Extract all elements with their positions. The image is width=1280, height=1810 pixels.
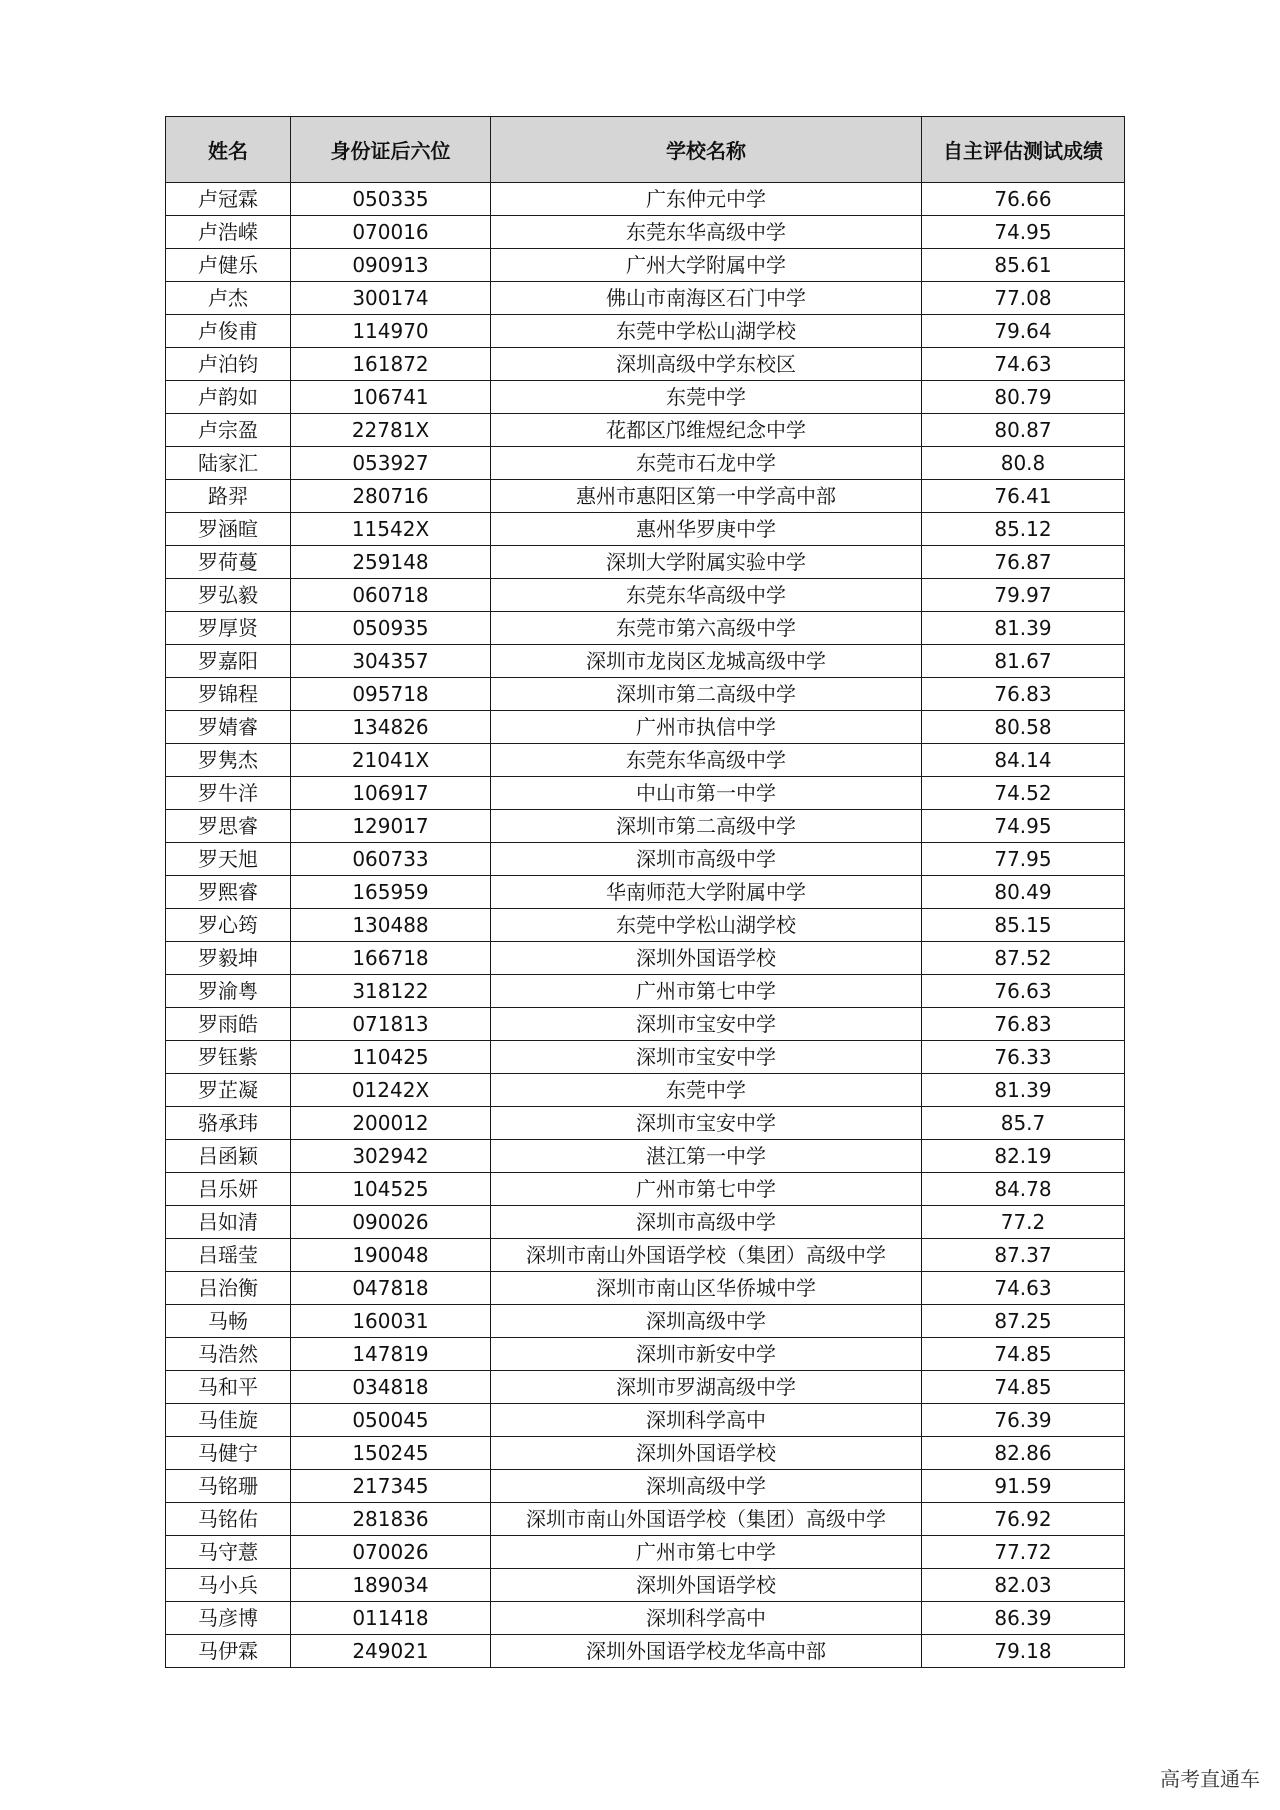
table-row xyxy=(166,579,1125,612)
cell-id-last6: 01242X xyxy=(291,1074,491,1107)
cell-id-last6: 090913 xyxy=(291,249,491,282)
cell-name: 罗天旭 xyxy=(166,843,291,876)
cell-name: 马小兵 xyxy=(166,1569,291,1602)
cell-score: 87.25 xyxy=(922,1305,1125,1338)
cell-id-last6: 106741 xyxy=(291,381,491,414)
cell-school: 深圳外国语学校 xyxy=(491,1437,922,1470)
header-id-last6: 身份证后六位 xyxy=(291,117,491,183)
cell-school: 湛江第一中学 xyxy=(491,1140,922,1173)
cell-id-last6: 160031 xyxy=(291,1305,491,1338)
cell-score: 79.97 xyxy=(922,579,1125,612)
cell-id-last6: 280716 xyxy=(291,480,491,513)
cell-score: 74.63 xyxy=(922,348,1125,381)
cell-name: 罗雨皓 xyxy=(166,1008,291,1041)
cell-id-last6: 304357 xyxy=(291,645,491,678)
cell-name: 罗心筠 xyxy=(166,909,291,942)
cell-score: 77.95 xyxy=(922,843,1125,876)
cell-score: 74.95 xyxy=(922,810,1125,843)
table-row xyxy=(166,1206,1125,1239)
cell-school: 广州市第七中学 xyxy=(491,1536,922,1569)
table-row xyxy=(166,1371,1125,1404)
cell-school: 东莞中学松山湖学校 xyxy=(491,315,922,348)
cell-id-last6: 249021 xyxy=(291,1635,491,1668)
cell-school: 深圳市罗湖高级中学 xyxy=(491,1371,922,1404)
cell-id-last6: 095718 xyxy=(291,678,491,711)
table-row xyxy=(166,645,1125,678)
cell-name: 马佳旋 xyxy=(166,1404,291,1437)
cell-score: 80.58 xyxy=(922,711,1125,744)
cell-school: 深圳外国语学校龙华高中部 xyxy=(491,1635,922,1668)
table-row xyxy=(166,1470,1125,1503)
cell-score: 86.39 xyxy=(922,1602,1125,1635)
cell-name: 骆承玮 xyxy=(166,1107,291,1140)
cell-id-last6: 217345 xyxy=(291,1470,491,1503)
header-name: 姓名 xyxy=(166,117,291,183)
cell-id-last6: 104525 xyxy=(291,1173,491,1206)
cell-score: 81.67 xyxy=(922,645,1125,678)
cell-name: 罗钰紫 xyxy=(166,1041,291,1074)
cell-name: 卢浩嵘 xyxy=(166,216,291,249)
cell-score: 76.33 xyxy=(922,1041,1125,1074)
header-row xyxy=(166,117,1125,183)
table-row xyxy=(166,381,1125,414)
cell-score: 74.85 xyxy=(922,1371,1125,1404)
cell-id-last6: 200012 xyxy=(291,1107,491,1140)
cell-score: 85.7 xyxy=(922,1107,1125,1140)
cell-score: 74.85 xyxy=(922,1338,1125,1371)
cell-name: 路羿 xyxy=(166,480,291,513)
cell-id-last6: 011418 xyxy=(291,1602,491,1635)
cell-name: 罗渝粤 xyxy=(166,975,291,1008)
table-row xyxy=(166,1437,1125,1470)
watermark-logo-text: 高考直通车 xyxy=(1160,1767,1260,1791)
cell-school: 东莞市第六高级中学 xyxy=(491,612,922,645)
cell-id-last6: 060733 xyxy=(291,843,491,876)
cell-score: 77.08 xyxy=(922,282,1125,315)
cell-name: 陆家汇 xyxy=(166,447,291,480)
cell-id-last6: 053927 xyxy=(291,447,491,480)
cell-school: 深圳市新安中学 xyxy=(491,1338,922,1371)
cell-id-last6: 150245 xyxy=(291,1437,491,1470)
table-row xyxy=(166,810,1125,843)
cell-name: 罗熙睿 xyxy=(166,876,291,909)
cell-id-last6: 11542X xyxy=(291,513,491,546)
cell-school: 深圳外国语学校 xyxy=(491,1569,922,1602)
cell-name: 卢韵如 xyxy=(166,381,291,414)
cell-school: 深圳市高级中学 xyxy=(491,843,922,876)
table-row xyxy=(166,1173,1125,1206)
cell-name: 马伊霖 xyxy=(166,1635,291,1668)
table-row xyxy=(166,843,1125,876)
cell-name: 卢俊甫 xyxy=(166,315,291,348)
cell-score: 82.19 xyxy=(922,1140,1125,1173)
table-row xyxy=(166,1074,1125,1107)
cell-id-last6: 147819 xyxy=(291,1338,491,1371)
cell-name: 卢杰 xyxy=(166,282,291,315)
cell-id-last6: 070026 xyxy=(291,1536,491,1569)
cell-id-last6: 318122 xyxy=(291,975,491,1008)
table-row xyxy=(166,1569,1125,1602)
cell-id-last6: 090026 xyxy=(291,1206,491,1239)
cell-id-last6: 047818 xyxy=(291,1272,491,1305)
table-row xyxy=(166,183,1125,216)
table-row xyxy=(166,678,1125,711)
cell-id-last6: 165959 xyxy=(291,876,491,909)
table-row xyxy=(166,1140,1125,1173)
cell-score: 76.83 xyxy=(922,678,1125,711)
table-row xyxy=(166,1305,1125,1338)
cell-score: 77.2 xyxy=(922,1206,1125,1239)
table-row xyxy=(166,1338,1125,1371)
cell-school: 深圳外国语学校 xyxy=(491,942,922,975)
table-row xyxy=(166,216,1125,249)
table-row xyxy=(166,1239,1125,1272)
cell-school: 东莞中学松山湖学校 xyxy=(491,909,922,942)
cell-score: 82.86 xyxy=(922,1437,1125,1470)
cell-id-last6: 130488 xyxy=(291,909,491,942)
cell-name: 罗思睿 xyxy=(166,810,291,843)
table-row xyxy=(166,711,1125,744)
cell-school: 深圳大学附属实验中学 xyxy=(491,546,922,579)
table-row xyxy=(166,1536,1125,1569)
cell-id-last6: 071813 xyxy=(291,1008,491,1041)
table-row xyxy=(166,1008,1125,1041)
cell-school: 惠州华罗庚中学 xyxy=(491,513,922,546)
cell-id-last6: 22781X xyxy=(291,414,491,447)
cell-id-last6: 189034 xyxy=(291,1569,491,1602)
cell-school: 深圳科学高中 xyxy=(491,1404,922,1437)
cell-school: 广州大学附属中学 xyxy=(491,249,922,282)
table-row xyxy=(166,975,1125,1008)
table-header xyxy=(166,117,1125,183)
cell-score: 81.39 xyxy=(922,612,1125,645)
cell-name: 罗弘毅 xyxy=(166,579,291,612)
cell-id-last6: 190048 xyxy=(291,1239,491,1272)
cell-score: 80.79 xyxy=(922,381,1125,414)
cell-score: 81.39 xyxy=(922,1074,1125,1107)
table-row xyxy=(166,414,1125,447)
table-body xyxy=(166,183,1125,1668)
cell-name: 马铭珊 xyxy=(166,1470,291,1503)
cell-school: 花都区邝维煜纪念中学 xyxy=(491,414,922,447)
table-row xyxy=(166,1404,1125,1437)
cell-school: 深圳市宝安中学 xyxy=(491,1008,922,1041)
cell-name: 罗隽杰 xyxy=(166,744,291,777)
cell-score: 76.87 xyxy=(922,546,1125,579)
cell-school: 东莞中学 xyxy=(491,1074,922,1107)
cell-score: 85.61 xyxy=(922,249,1125,282)
cell-score: 74.63 xyxy=(922,1272,1125,1305)
table-row xyxy=(166,876,1125,909)
cell-school: 深圳市第二高级中学 xyxy=(491,810,922,843)
cell-score: 79.64 xyxy=(922,315,1125,348)
table-row xyxy=(166,1272,1125,1305)
cell-school: 深圳市南山外国语学校（集团）高级中学 xyxy=(491,1239,922,1272)
cell-school: 佛山市南海区石门中学 xyxy=(491,282,922,315)
cell-school: 东莞市石龙中学 xyxy=(491,447,922,480)
cell-name: 马和平 xyxy=(166,1371,291,1404)
cell-name: 罗芷凝 xyxy=(166,1074,291,1107)
cell-score: 85.15 xyxy=(922,909,1125,942)
cell-school: 东莞东华高级中学 xyxy=(491,579,922,612)
cell-score: 76.92 xyxy=(922,1503,1125,1536)
cell-score: 76.83 xyxy=(922,1008,1125,1041)
cell-score: 87.52 xyxy=(922,942,1125,975)
table-row xyxy=(166,315,1125,348)
cell-score: 77.72 xyxy=(922,1536,1125,1569)
score-table xyxy=(165,116,1125,1668)
cell-school: 华南师范大学附属中学 xyxy=(491,876,922,909)
cell-score: 76.66 xyxy=(922,183,1125,216)
cell-school: 深圳市高级中学 xyxy=(491,1206,922,1239)
cell-name: 马铭佑 xyxy=(166,1503,291,1536)
cell-school: 深圳市南山区华侨城中学 xyxy=(491,1272,922,1305)
table-row xyxy=(166,1503,1125,1536)
cell-id-last6: 050935 xyxy=(291,612,491,645)
cell-name: 吕治衡 xyxy=(166,1272,291,1305)
cell-id-last6: 129017 xyxy=(291,810,491,843)
cell-id-last6: 302942 xyxy=(291,1140,491,1173)
cell-school: 深圳市宝安中学 xyxy=(491,1041,922,1074)
cell-school: 广东仲元中学 xyxy=(491,183,922,216)
cell-id-last6: 050335 xyxy=(291,183,491,216)
cell-name: 马彦博 xyxy=(166,1602,291,1635)
cell-score: 80.49 xyxy=(922,876,1125,909)
cell-school: 广州市第七中学 xyxy=(491,1173,922,1206)
cell-name: 罗婧睿 xyxy=(166,711,291,744)
cell-score: 74.95 xyxy=(922,216,1125,249)
cell-name: 卢冠霖 xyxy=(166,183,291,216)
cell-name: 马浩然 xyxy=(166,1338,291,1371)
table-row xyxy=(166,1041,1125,1074)
cell-name: 罗涵暄 xyxy=(166,513,291,546)
cell-school: 深圳高级中学 xyxy=(491,1470,922,1503)
table-row xyxy=(166,546,1125,579)
cell-name: 吕函颖 xyxy=(166,1140,291,1173)
table-row xyxy=(166,942,1125,975)
cell-name: 罗嘉阳 xyxy=(166,645,291,678)
cell-name: 卢泊钧 xyxy=(166,348,291,381)
cell-score: 82.03 xyxy=(922,1569,1125,1602)
table-row xyxy=(166,249,1125,282)
cell-name: 卢健乐 xyxy=(166,249,291,282)
table-row xyxy=(166,447,1125,480)
cell-school: 深圳市龙岗区龙城高级中学 xyxy=(491,645,922,678)
cell-name: 吕如清 xyxy=(166,1206,291,1239)
cell-id-last6: 281836 xyxy=(291,1503,491,1536)
cell-score: 80.8 xyxy=(922,447,1125,480)
header-score: 自主评估测试成绩 xyxy=(922,117,1125,183)
table-row xyxy=(166,282,1125,315)
table-row xyxy=(166,480,1125,513)
cell-id-last6: 114970 xyxy=(291,315,491,348)
cell-id-last6: 070016 xyxy=(291,216,491,249)
cell-score: 91.59 xyxy=(922,1470,1125,1503)
cell-name: 罗厚贤 xyxy=(166,612,291,645)
cell-score: 87.37 xyxy=(922,1239,1125,1272)
cell-id-last6: 300174 xyxy=(291,282,491,315)
table-row xyxy=(166,1107,1125,1140)
cell-school: 深圳高级中学 xyxy=(491,1305,922,1338)
cell-score: 76.63 xyxy=(922,975,1125,1008)
cell-name: 马畅 xyxy=(166,1305,291,1338)
cell-name: 罗毅坤 xyxy=(166,942,291,975)
table-row xyxy=(166,909,1125,942)
cell-name: 罗牛洋 xyxy=(166,777,291,810)
cell-school: 深圳市宝安中学 xyxy=(491,1107,922,1140)
cell-school: 惠州市惠阳区第一中学高中部 xyxy=(491,480,922,513)
cell-school: 东莞东华高级中学 xyxy=(491,216,922,249)
cell-id-last6: 259148 xyxy=(291,546,491,579)
cell-score: 76.41 xyxy=(922,480,1125,513)
table-row xyxy=(166,744,1125,777)
cell-name: 吕瑶莹 xyxy=(166,1239,291,1272)
cell-score: 84.78 xyxy=(922,1173,1125,1206)
cell-id-last6: 21041X xyxy=(291,744,491,777)
cell-school: 深圳市南山外国语学校（集团）高级中学 xyxy=(491,1503,922,1536)
cell-score: 76.39 xyxy=(922,1404,1125,1437)
cell-school: 深圳市第二高级中学 xyxy=(491,678,922,711)
cell-score: 84.14 xyxy=(922,744,1125,777)
cell-id-last6: 110425 xyxy=(291,1041,491,1074)
cell-name: 马健宁 xyxy=(166,1437,291,1470)
cell-id-last6: 034818 xyxy=(291,1371,491,1404)
cell-name: 马守薏 xyxy=(166,1536,291,1569)
cell-name: 吕乐妍 xyxy=(166,1173,291,1206)
cell-id-last6: 060718 xyxy=(291,579,491,612)
cell-school: 广州市第七中学 xyxy=(491,975,922,1008)
cell-score: 74.52 xyxy=(922,777,1125,810)
table-row xyxy=(166,348,1125,381)
cell-id-last6: 161872 xyxy=(291,348,491,381)
cell-id-last6: 050045 xyxy=(291,1404,491,1437)
cell-id-last6: 106917 xyxy=(291,777,491,810)
cell-name: 罗锦程 xyxy=(166,678,291,711)
table-row xyxy=(166,612,1125,645)
table-row xyxy=(166,777,1125,810)
cell-name: 罗荷蔓 xyxy=(166,546,291,579)
cell-school: 深圳科学高中 xyxy=(491,1602,922,1635)
cell-name: 卢宗盈 xyxy=(166,414,291,447)
cell-school: 中山市第一中学 xyxy=(491,777,922,810)
cell-score: 85.12 xyxy=(922,513,1125,546)
cell-score: 80.87 xyxy=(922,414,1125,447)
cell-score: 79.18 xyxy=(922,1635,1125,1668)
cell-school: 深圳高级中学东校区 xyxy=(491,348,922,381)
header-school: 学校名称 xyxy=(491,117,922,183)
cell-id-last6: 166718 xyxy=(291,942,491,975)
cell-school: 广州市执信中学 xyxy=(491,711,922,744)
cell-school: 东莞东华高级中学 xyxy=(491,744,922,777)
cell-id-last6: 134826 xyxy=(291,711,491,744)
table-row xyxy=(166,513,1125,546)
cell-school: 东莞中学 xyxy=(491,381,922,414)
table-row xyxy=(166,1635,1125,1668)
table-row xyxy=(166,1602,1125,1635)
